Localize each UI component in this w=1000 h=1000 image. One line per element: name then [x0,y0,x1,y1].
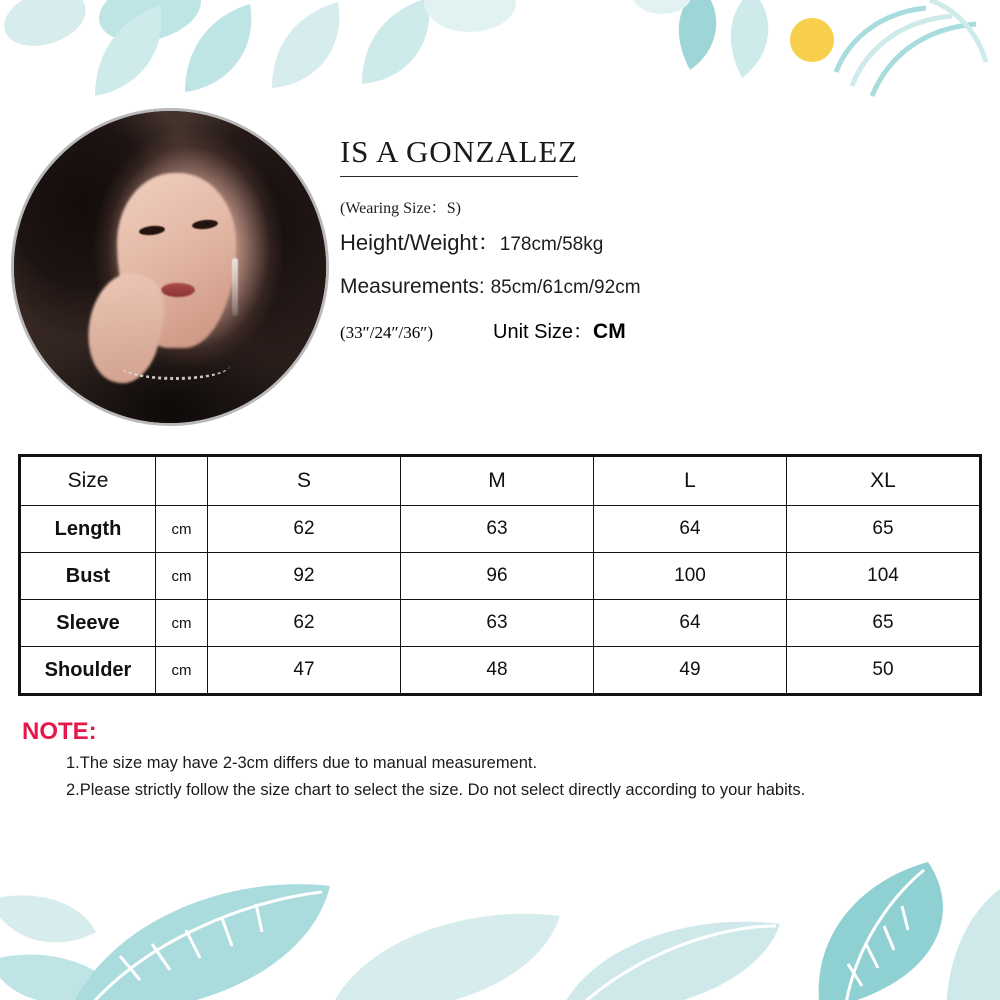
cell-sleeve-xl: 65 [787,600,980,647]
bottom-leaves-graphic [0,860,1000,1000]
height-weight-label: Height/Weight： [340,230,500,255]
note-section [22,718,1000,800]
page-content [0,100,1000,808]
wearing-size-value: S) [446,200,461,217]
table-row [21,553,980,600]
height-weight-line [340,226,1000,257]
cell-sleeve-l: 64 [594,600,787,647]
row-unit-bust: cm [156,553,208,600]
row-label-bust: Bust [21,553,156,600]
model-details [340,108,1000,344]
cell-bust-l: 100 [594,553,787,600]
row-label-sleeve: Sleeve [21,600,156,647]
decorative-bottom-band [0,860,1000,1000]
cell-sleeve-s: 62 [208,600,401,647]
cell-length-m: 63 [401,506,594,553]
cell-shoulder-xl: 50 [787,647,980,694]
table-row [21,647,980,694]
size-chart-table [18,454,982,696]
header-size: Size [21,457,156,506]
cell-bust-s: 92 [208,553,401,600]
header-unit-blank [156,457,208,506]
note-line-1: 1.The size may have 2-3cm differs due to manual measurement. [66,754,538,772]
unit-size-label: Unit Size： [493,321,594,343]
row-label-shoulder: Shoulder [21,647,156,694]
wearing-size-label: (Wearing Size： [340,200,447,217]
table-row [21,600,980,647]
unit-size-line [493,315,626,344]
header-m: M [401,457,594,506]
cell-bust-m: 96 [401,553,594,600]
cell-length-s: 62 [208,506,401,553]
measurements-label: Measurements: [340,275,485,298]
unit-size-value: CM [593,320,626,343]
cell-bust-xl: 104 [787,553,980,600]
header-s: S [208,457,401,506]
note-title: NOTE: [22,718,97,745]
row-unit-length: cm [156,506,208,553]
table-header-row [21,457,980,506]
cell-length-l: 64 [594,506,787,553]
cell-shoulder-m: 48 [401,647,594,694]
height-weight-value: 178cm/58kg [499,234,604,255]
portrait-container [0,108,340,426]
measurements-line [340,275,1000,299]
top-leaves-graphic [0,0,1000,100]
row-label-length: Length [21,506,156,553]
cell-sleeve-m: 63 [401,600,594,647]
wearing-size-line [340,195,1000,218]
note-line-2: 2.Please strictly follow the size chart to select the size. Do not select directly according to your habits. [66,781,806,799]
cell-shoulder-s: 47 [208,647,401,694]
table-row [21,506,980,553]
model-name: IS A GONZALEZ [340,134,578,177]
header-l: L [594,457,787,506]
measurements-unit-row [340,315,1000,344]
row-unit-sleeve: cm [156,600,208,647]
portrait-earring [232,258,238,316]
decorative-top-band [0,0,1000,100]
measurements-value: 85cm/61cm/92cm [490,277,641,298]
model-portrait [11,108,329,426]
model-info-block [0,100,1000,426]
header-xl: XL [787,457,980,506]
cell-shoulder-l: 49 [594,647,787,694]
portrait-lips [161,283,195,297]
row-unit-shoulder: cm [156,647,208,694]
cell-length-xl: 65 [787,506,980,553]
measurements-inches: (33″/24″/36″) [340,323,434,342]
